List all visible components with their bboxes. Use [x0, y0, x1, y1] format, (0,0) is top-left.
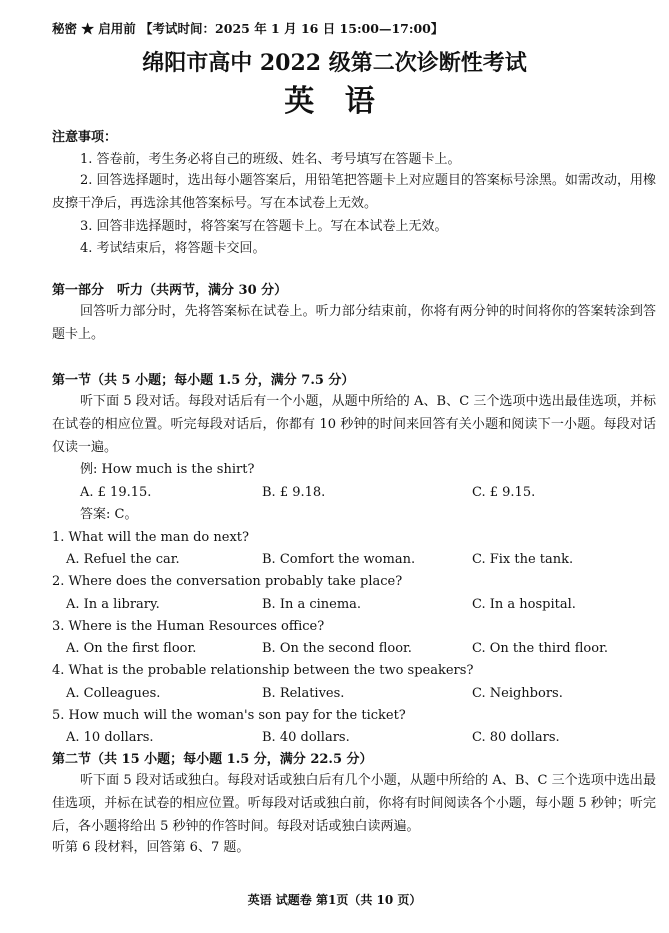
example-answer: 答案: C。 [80, 507, 138, 522]
q2-option-c: C. In a hospital. [472, 597, 576, 612]
q2-option-b: B. In a cinema. [262, 597, 362, 612]
note-item-1: 1. 答卷前，考生务必将自己的班级、姓名、考号填写在答题卡上。 [80, 152, 461, 167]
q5-option-c: C. 80 dollars. [472, 730, 560, 745]
q4-option-a: A. Colleagues. [66, 686, 161, 701]
q1-option-b: B. Comfort the woman. [262, 552, 416, 567]
question-3: 3. Where is the Human Resources office? [52, 619, 325, 634]
notes-heading: 注意事项： [52, 130, 118, 145]
q3-option-a: A. On the first floor. [66, 641, 197, 656]
example-option-c: C. £ 9.15. [472, 485, 536, 500]
section2-heading: 第二节（共 15 小题；每小题 1.5 分，满分 22.5 分） [52, 752, 373, 767]
example-question: 例: How much is the shirt? [80, 462, 255, 477]
question-2: 2. Where does the conversation probably take place? [52, 574, 403, 589]
q3-option-b: B. On the second floor. [262, 641, 412, 656]
question-5: 5. How much will the woman's son pay for the ticket? [52, 708, 406, 723]
note-item-4: 4. 考试结束后，将答题卡交回。 [80, 241, 266, 256]
section1-heading: 第一节（共 5 小题；每小题 1.5 分，满分 7.5 分） [52, 373, 355, 388]
part1-intro: 回答听力部分时，先将答案标在试卷上。听力部分结束前，你将有两分钟的时间将你的答案转涂到答题卡上。 [52, 304, 656, 342]
exam-title: 绵阳市高中 2022 级第二次诊断性考试 [142, 50, 527, 76]
q2-option-a: A. In a library. [66, 597, 160, 612]
note-item-2: 2. 回答选择题时，选出每小题答案后，用铅笔把答题卡上对应题目的答案标号涂黑。如需改动，用橡皮擦干净后，再选涂其他答案标号。写在本试卷上无效。 [52, 173, 656, 211]
q4-option-c: C. Neighbors. [472, 686, 563, 701]
subject-title: 英 语 [284, 84, 385, 119]
part1-heading: 第一部分 听力（共两节，满分 30 分） [52, 283, 288, 298]
note-item-3: 3. 回答非选择题时，将答案写在答题卡上。写在本试卷上无效。 [80, 219, 448, 234]
section2-lead: 听第 6 段材料，回答第 6、7 题。 [52, 840, 250, 855]
example-option-a: A. £ 19.15. [80, 485, 152, 500]
confidential-header: 秘密 ★ 启用前 【考试时间：2025 年 1 月 16 日 15:00—17:00】 [52, 21, 444, 36]
section2-intro: 听下面 5 段对话或独白。每段对话或独白后有几个小题，从题中所给的 A、B、C 三个选项中选出最佳选项，并标在试卷的相应位置。听每段对话或独白前，你将有时间阅读各个小题，每小题 5 秒钟；听完后，各小题将给出 5 秒钟的作答时间。每段对话或独白读两遍。 [52, 773, 656, 834]
page-footer: 英语 试题卷 第1页（共 10 页） [247, 893, 422, 907]
question-4: 4. What is the probable relationship between the two speakers? [52, 663, 474, 678]
q1-option-a: A. Refuel the car. [66, 552, 180, 567]
q1-option-c: C. Fix the tank. [472, 552, 574, 567]
question-1: 1. What will the man do next? [52, 530, 249, 545]
q4-option-b: B. Relatives. [262, 686, 345, 701]
q3-option-c: C. On the third floor. [472, 641, 608, 656]
q5-option-b: B. 40 dollars. [262, 730, 350, 745]
q5-option-a: A. 10 dollars. [66, 730, 154, 745]
section1-intro: 听下面 5 段对话。每段对话后有一个小题，从题中所给的 A、B、C 三个选项中选出最佳选项，并标在试卷的相应位置。听完每段对话后，你都有 10 秒钟的时间来回答有关小题和阅读下一小题。每段对话仅读一遍。 [52, 394, 656, 455]
example-option-b: B. £ 9.18. [262, 485, 326, 500]
